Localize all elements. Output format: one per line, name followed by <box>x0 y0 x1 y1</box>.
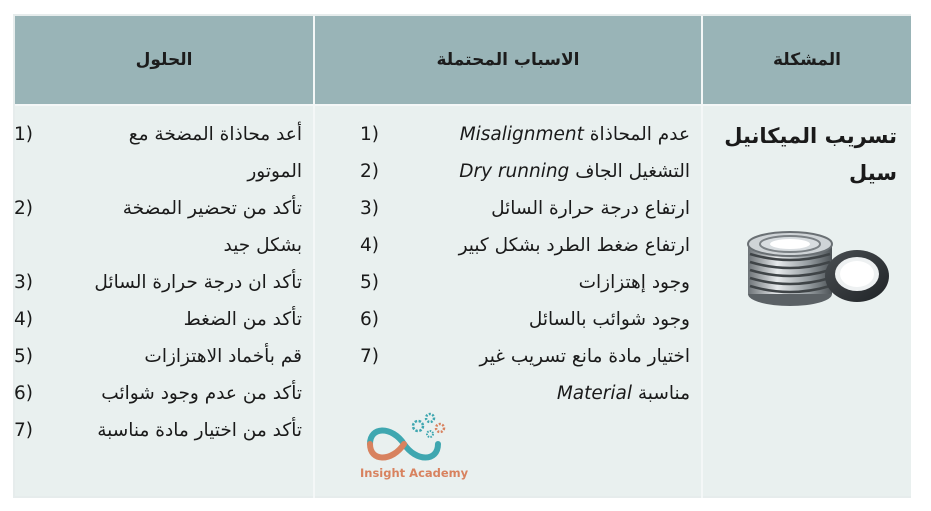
cause-text: ارتفاع ضغط الطرد بشكل كبير <box>458 235 690 256</box>
item-number: 3) <box>360 198 379 219</box>
problem-title-line: تسريب الميكانيل <box>724 124 897 148</box>
solution-text: الموتور <box>247 161 302 182</box>
column-divider <box>701 16 703 498</box>
item-number: 1) <box>14 124 33 145</box>
cause-text: ارتفاع درجة حرارة السائل <box>491 198 690 219</box>
header-problem <box>703 16 911 104</box>
list-item <box>14 264 302 301</box>
solution-text: تأكد من اختيار مادة مناسبة <box>97 420 302 441</box>
list-item <box>14 153 302 190</box>
item-number: 2) <box>360 161 379 182</box>
list-item <box>14 412 302 449</box>
list-item <box>14 375 302 412</box>
item-number: 5) <box>14 346 33 367</box>
cause-text: وجود شوائب بالسائل <box>528 309 690 330</box>
solution-text: قم بأخماد الاهتزازات <box>144 346 302 367</box>
list-item <box>360 264 690 301</box>
list-item <box>360 301 690 338</box>
list-item <box>360 116 690 153</box>
item-number: 5) <box>360 272 379 293</box>
list-item <box>14 116 302 153</box>
causes-list <box>360 116 690 412</box>
list-item <box>14 190 302 227</box>
solution-text: أعد محاذاة المضخة مع <box>128 124 302 145</box>
item-number: 2) <box>14 198 33 219</box>
item-number: 7) <box>360 346 379 367</box>
header-causes-label: الاسباب المحتملة <box>436 50 580 70</box>
list-item <box>360 190 690 227</box>
list-item <box>14 301 302 338</box>
item-number: 4) <box>360 235 379 256</box>
cause-english-term: Misalignment <box>459 124 584 145</box>
solution-text: تأكد من الضغط <box>183 309 302 330</box>
cause-text: التشغيل الجاف <box>569 161 690 182</box>
list-item <box>360 227 690 264</box>
column-divider <box>313 16 315 498</box>
header-divider <box>15 104 911 106</box>
solution-text: تأكد من عدم وجود شوائب <box>101 383 302 404</box>
problem-title <box>712 118 897 192</box>
cause-text: عدم المحاذاة <box>583 124 690 145</box>
cause-text: مناسبة <box>631 383 690 404</box>
watermark-caption: Insight Academy <box>360 466 469 480</box>
list-item <box>360 153 690 190</box>
solution-text: بشكل جيد <box>223 235 302 256</box>
item-number: 1) <box>360 124 379 145</box>
item-number: 7) <box>14 420 33 441</box>
list-item <box>14 227 302 264</box>
header-problem-label: المشكلة <box>772 50 842 70</box>
list-item <box>360 338 690 375</box>
problem-title-line: سيل <box>849 161 897 185</box>
item-number: 6) <box>360 309 379 330</box>
solution-text: تأكد ان درجة حرارة السائل <box>94 272 302 293</box>
mechanical-seal-image <box>742 214 892 314</box>
solution-text: تأكد من تحضير المضخة <box>122 198 302 219</box>
item-number: 3) <box>14 272 33 293</box>
header-causes <box>315 16 701 104</box>
cause-english-term: Dry running <box>459 161 570 182</box>
solutions-list <box>14 116 302 449</box>
cause-text: وجود إهتزازات <box>578 272 690 293</box>
cause-text: اختيار مادة مانع تسريب غير <box>479 346 690 367</box>
item-number: 4) <box>14 309 33 330</box>
header-solutions <box>15 16 313 104</box>
cause-english-term: Material <box>556 383 632 404</box>
header-solutions-label: الحلول <box>135 50 193 70</box>
list-item <box>14 338 302 375</box>
item-number: 6) <box>14 383 33 404</box>
